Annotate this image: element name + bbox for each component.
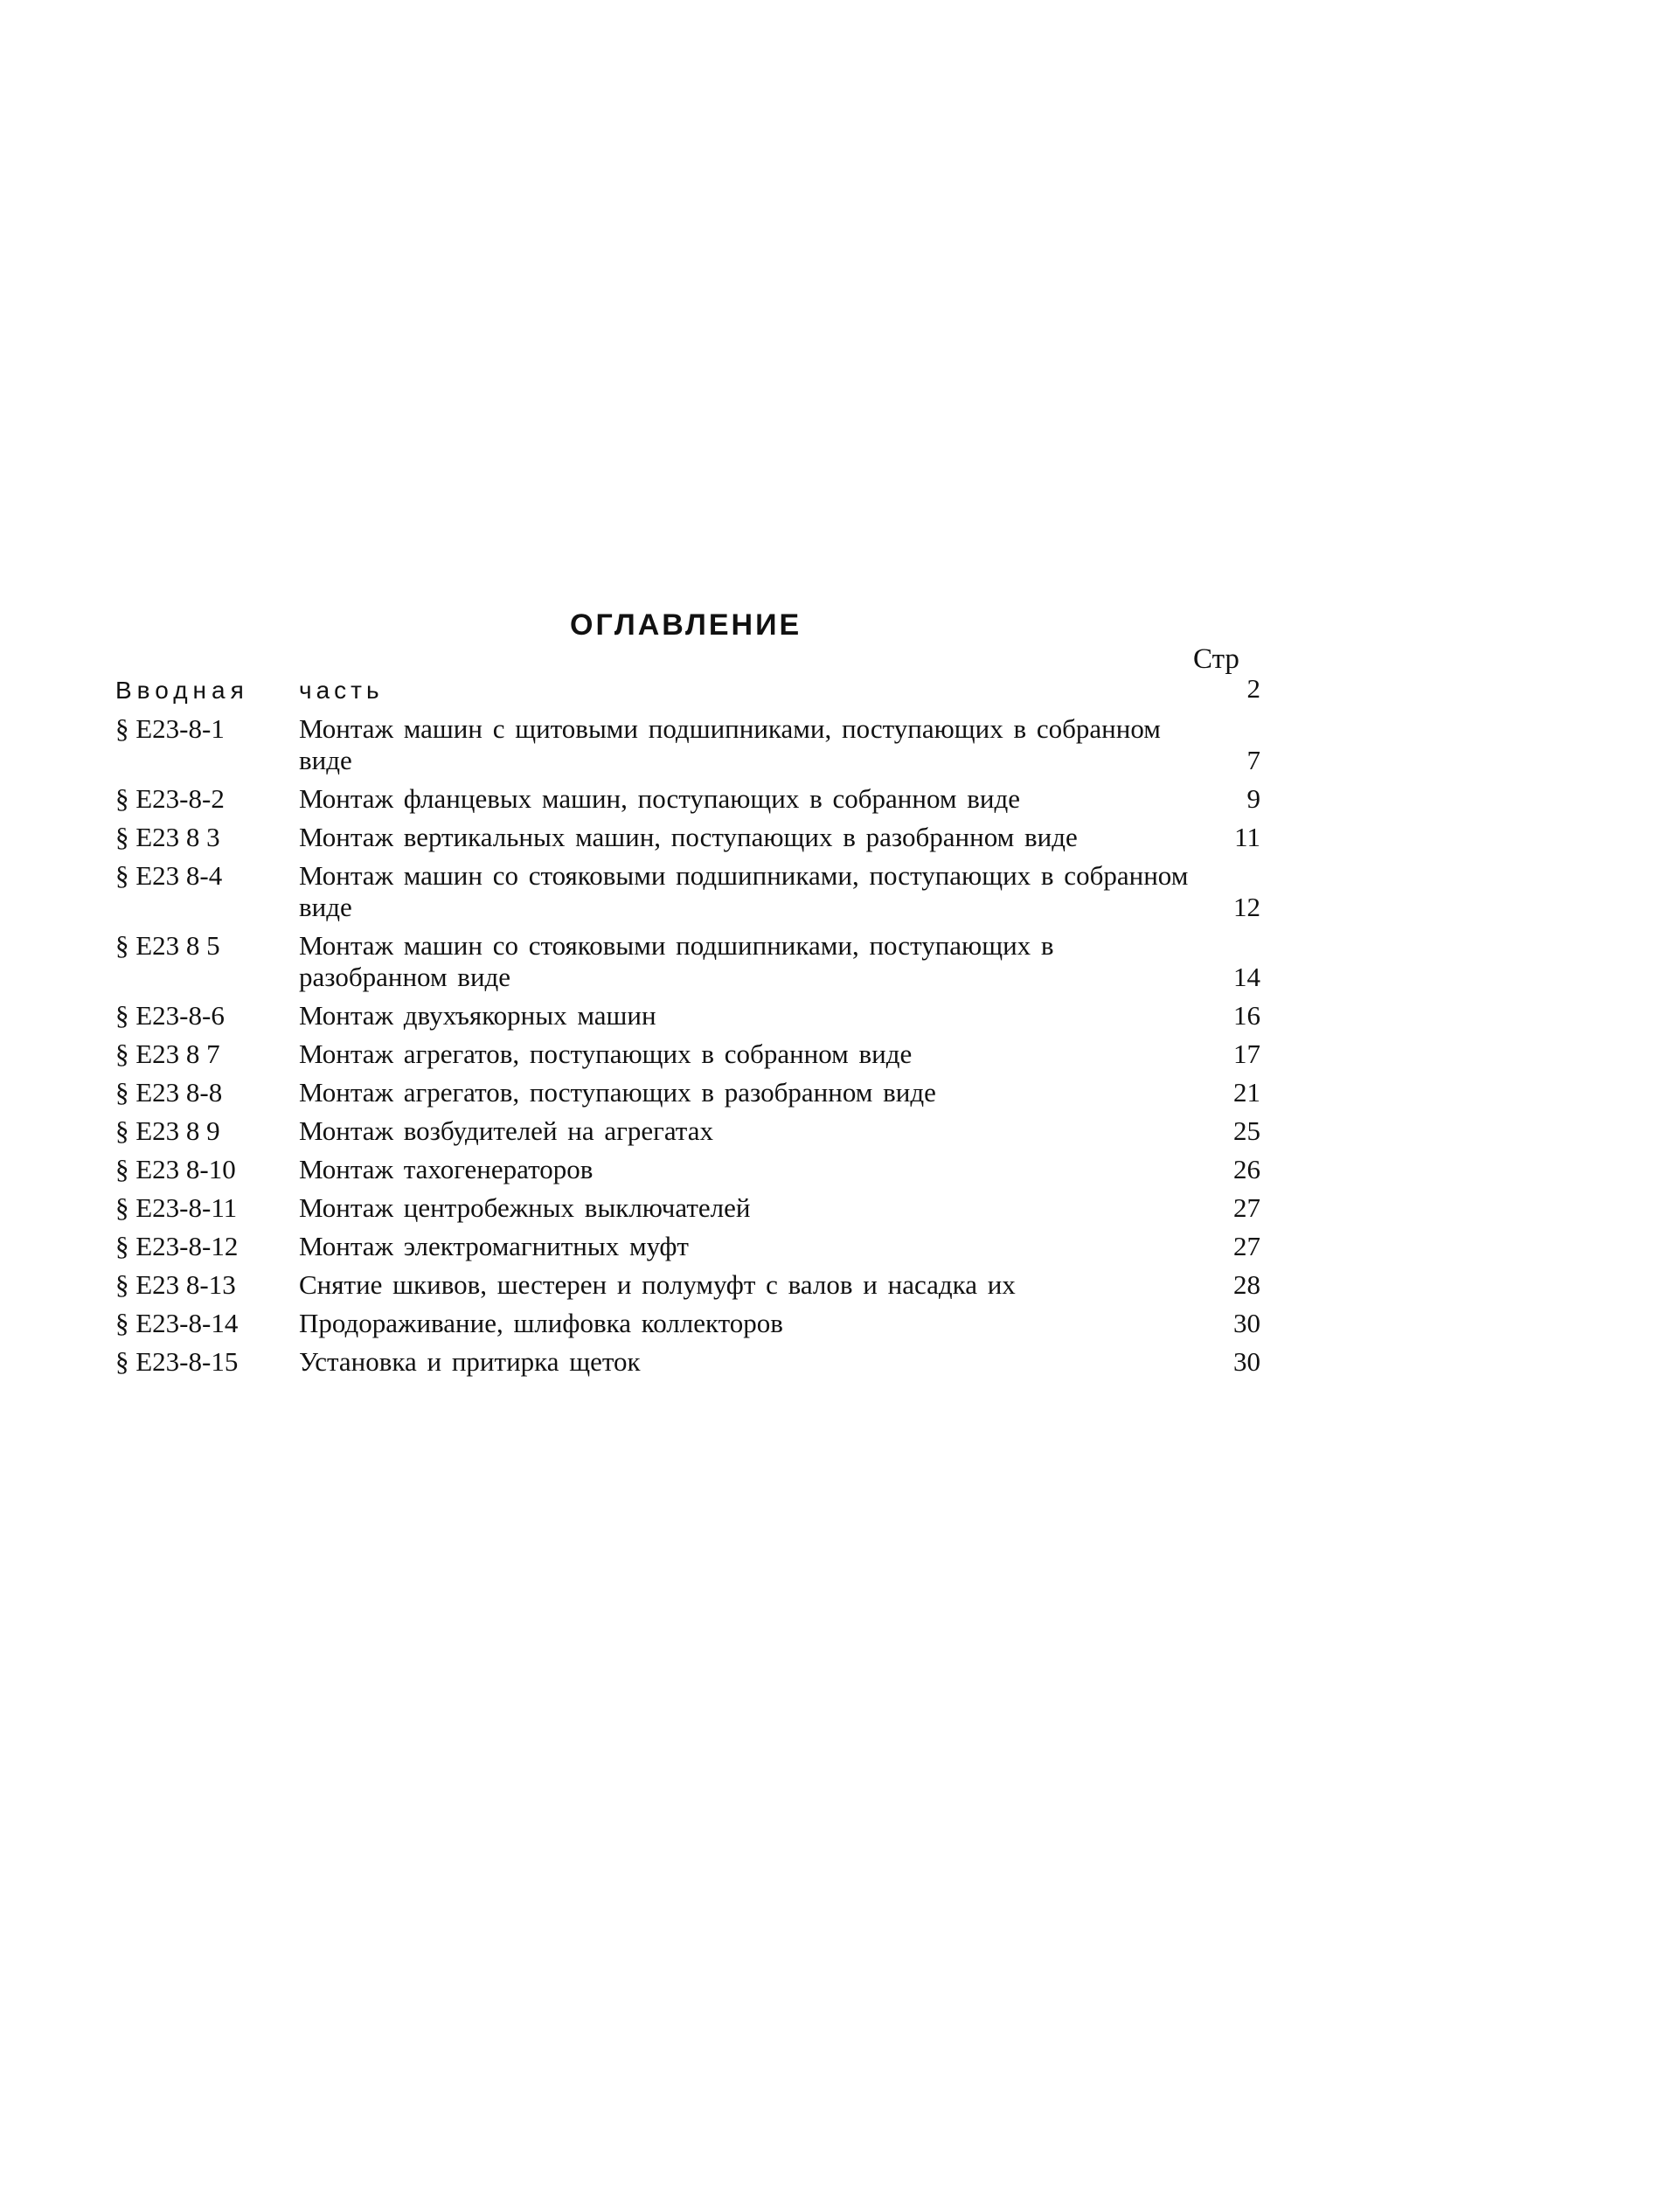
page-column-label: Стр (1193, 643, 1239, 675)
toc-entry-title: Монтаж электромагнитных муфт (299, 1231, 689, 1261)
toc-entry (115, 1192, 1260, 1224)
toc-entry-title: Монтаж центробежных выключателей (299, 1192, 751, 1223)
toc-entry (115, 1308, 1260, 1339)
toc-entry-title: Снятие шкивов, шестерен и полумуфт с валов и насадка их (299, 1269, 1016, 1300)
toc-entry-code: § Е23-8-1 (115, 713, 225, 744)
toc-entry (115, 1346, 1260, 1378)
toc-entry (115, 930, 1260, 993)
toc-entry-page: 11 (1234, 822, 1260, 852)
toc-entry-page: 21 (1233, 1077, 1260, 1108)
toc-heading: ОГЛАВЛЕНИЕ (570, 608, 802, 642)
toc-entry-title: Установка и притирка щеток (299, 1346, 641, 1377)
toc-entry-page: 2 (1246, 673, 1260, 704)
toc-entry-title: Монтаж агрегатов, поступающих в разобранном виде (299, 1077, 936, 1108)
toc-entry (115, 713, 1260, 776)
toc-entry-page: 28 (1233, 1269, 1260, 1300)
toc-entry-title: Монтаж двухъякорных машин (299, 1000, 656, 1031)
toc-entry (115, 1000, 1260, 1031)
table-of-contents (115, 675, 1260, 1385)
toc-entry-title: Монтаж машин со стояковыми подшипниками, поступающих в собранном виде (299, 860, 1189, 922)
toc-entry-title: часть (299, 677, 384, 704)
toc-entry-title: Монтаж вертикальных машин, поступающих в разобранном виде (299, 822, 1078, 852)
toc-entry-page: 14 (1233, 962, 1260, 992)
toc-entry (115, 1077, 1260, 1108)
toc-entry-code: § Е23 8-8 (115, 1077, 223, 1108)
toc-entry (115, 1115, 1260, 1147)
toc-entry-page: 30 (1233, 1346, 1260, 1377)
toc-entry-code: § Е23-8-15 (115, 1346, 239, 1377)
toc-entry (115, 1269, 1260, 1301)
toc-entry-page: 9 (1246, 783, 1260, 814)
toc-entry-code: § Е23 8 3 (115, 822, 220, 852)
toc-entry-title: Монтаж агрегатов, поступающих в собранном виде (299, 1038, 913, 1069)
toc-entry-page: 30 (1233, 1308, 1260, 1338)
toc-entry-page: 16 (1233, 1000, 1260, 1031)
toc-entry (115, 1038, 1260, 1070)
toc-entry-code: § Е23 8 7 (115, 1038, 220, 1069)
toc-entry-page: 26 (1233, 1154, 1260, 1184)
toc-entry-page: 25 (1233, 1115, 1260, 1146)
toc-entry-code: § Е23 8-13 (115, 1269, 236, 1300)
toc-entry-title: Монтаж тахогенераторов (299, 1154, 594, 1184)
toc-entry-code: Вводная (115, 677, 249, 704)
toc-entry-page: 27 (1233, 1192, 1260, 1223)
toc-entry-page: 17 (1233, 1038, 1260, 1069)
toc-entry-title: Монтаж фланцевых машин, поступающих в собранном виде (299, 783, 1021, 814)
toc-entry-code: § Е23-8-14 (115, 1308, 239, 1338)
toc-entry-code: § Е23 8-4 (115, 860, 223, 891)
toc-entry-code: § Е23-8-2 (115, 783, 225, 814)
toc-entry-title: Монтаж машин со стояковыми подшипниками, поступающих в разобранном виде (299, 930, 1054, 992)
toc-entry-page: 27 (1233, 1231, 1260, 1261)
toc-entry-page: 7 (1246, 745, 1260, 775)
toc-entry (115, 783, 1260, 815)
toc-entry-title: Продораживание, шлифовка коллекторов (299, 1308, 783, 1338)
toc-entry (115, 822, 1260, 853)
toc-entry (115, 1231, 1260, 1262)
toc-entry-code: § Е23-8-11 (115, 1192, 238, 1223)
toc-entry-title: Монтаж возбудителей на агрегатах (299, 1115, 713, 1146)
toc-entry-code: § Е23 8-10 (115, 1154, 236, 1184)
toc-entry-code: § Е23-8-6 (115, 1000, 225, 1031)
toc-entry-page: 12 (1233, 892, 1260, 922)
toc-entry-title: Монтаж машин с щитовыми подшипниками, поступающих в собранном виде (299, 713, 1161, 775)
toc-entry-code: § Е23-8-12 (115, 1231, 239, 1261)
toc-entry-code: § Е23 8 9 (115, 1115, 220, 1146)
toc-entry (115, 860, 1260, 923)
toc-entry-intro (115, 675, 1260, 706)
toc-entry (115, 1154, 1260, 1185)
toc-entry-code: § Е23 8 5 (115, 930, 220, 961)
